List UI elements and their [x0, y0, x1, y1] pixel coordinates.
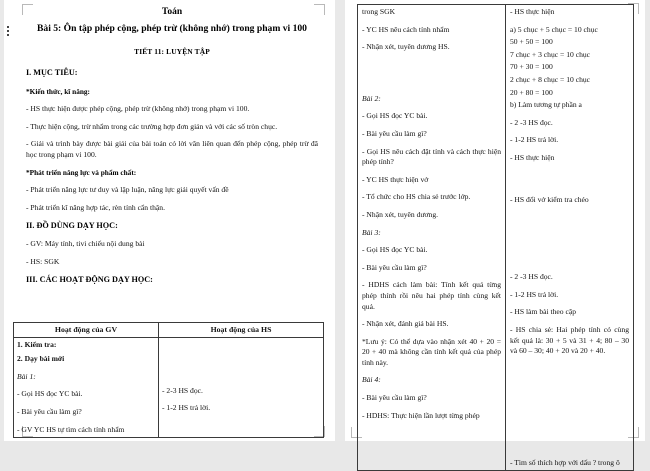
hs-item: - HS thực hiện	[510, 152, 555, 162]
cell-hs-activities	[159, 337, 324, 438]
hs-math-line: 2 chục + 8 chục = 10 chục	[510, 74, 591, 84]
page-right-content	[345, 0, 645, 467]
hs-math-line: a) 5 chục + 5 chục = 10 chục	[510, 24, 598, 34]
table-row	[14, 337, 324, 438]
activities-table-left	[13, 322, 324, 438]
gv-item: - HDHS: Thực hiện lần lượt từng phép	[362, 410, 480, 420]
gv-item: - Gọi HS đọc YC bài.	[362, 245, 428, 255]
do-dung-item: - GV: Máy tính, tivi chiếu nội dung bài	[26, 239, 145, 248]
column-header-hs: Hoạt động của HS	[159, 323, 324, 338]
margin-dots	[7, 26, 9, 38]
table-hoat-dong-cont	[357, 4, 634, 471]
hs-item: - HS đổi vở kiểm tra chéo	[510, 194, 589, 204]
gv-item: - Gọi HS đọc YC bài.	[17, 389, 83, 399]
hs-math-line: 7 chục + 3 chục = 10 chục	[510, 49, 591, 59]
lesson-title: Bài 5: Ôn tập phép cộng, phép trừ (không nhớ) trong phạm vi 100	[37, 23, 307, 34]
hs-math-line: 70 + 30 = 100	[510, 62, 553, 72]
gv-item: - Bài yêu cầu làm gì?	[362, 262, 427, 272]
nang-luc-item: - Phát triển năng lực tư duy và lập luận, năng lực giải quyết vấn đề	[26, 185, 229, 194]
hs-item: - 1-2 HS trả lời.	[510, 289, 559, 299]
section-heading-do-dung: II. ĐỒ DÙNG DẠY HỌC:	[26, 221, 118, 230]
page-title: Toán	[161, 7, 183, 17]
gv-item: 2. Dạy bài mới	[17, 354, 65, 364]
left-page-body	[26, 6, 318, 293]
gv-item: Bài 2:	[362, 93, 381, 103]
gv-item: - HDHS cách làm bài: Tính kết quả từng phép thính rồi nêu hai phép tính cùng kết quả.	[362, 280, 501, 311]
gv-item: - Nhận xét, tuyên dương.	[362, 209, 439, 219]
hs-item: - 2-3 HS đọc.	[162, 385, 203, 395]
kien-thuc-item: - HS thực hiện được phép cộng, phép trừ (không nhớ) trong phạm vi 100.	[26, 104, 250, 113]
page-left-content	[4, 0, 335, 441]
hs-item-chia-se: - HS chia sẻ: Hai phép tính có cùng kết quả là: 30 + 5 và 31 + 4; 80 – 30 và 60 – 30; 40 + 20 và 20 + 40.	[510, 324, 629, 356]
table-row	[358, 5, 634, 471]
tiet-heading: TIẾT 11: LUYỆN TẬP	[134, 47, 210, 56]
gv-item: Bài 3:	[362, 227, 381, 237]
hs-item: - Tìm số thích hợp với dấu ? trong ô	[510, 457, 620, 467]
hs-item: - 1-2 HS trả lời.	[510, 135, 559, 145]
gv-item: - Tổ chức cho HS chia sẻ trước lớp.	[362, 192, 471, 202]
hs-item: - 2 -3 HS đọc.	[510, 272, 553, 282]
hs-math-line: b) Làm tương tự phần a	[510, 100, 582, 110]
hs-math-line: 50 + 50 = 100	[510, 37, 553, 47]
section-heading-hoat-dong: III. CÁC HOẠT ĐỘNG DẠY HỌC:	[26, 275, 153, 284]
kien-thuc-item: - Thực hiện cộng, trừ nhẩm trong các trường hợp đơn giản và với các số tròn chục.	[26, 121, 278, 131]
section-heading-muc-tieu: I. MỤC TIÊU:	[26, 68, 78, 77]
cell-gv-activities	[358, 5, 506, 471]
page-left[interactable]	[4, 0, 335, 441]
gv-item: - Nhận xét, tuyên dương HS.	[362, 42, 450, 52]
activities-table-right	[357, 4, 634, 471]
table-hoat-dong	[13, 322, 324, 438]
table-header-row	[14, 323, 324, 338]
gv-item: trong SGK	[362, 7, 396, 16]
hs-item: - HS thực hiện	[510, 7, 555, 16]
nang-luc-item: - Phát triển kĩ năng hợp tác, rèn tính cẩn thận.	[26, 202, 165, 212]
subheading-nang-luc: *Phát triển năng lực và phẩm chất:	[26, 168, 137, 177]
page-right[interactable]	[345, 0, 645, 467]
gv-item: - Gọi HS đọc YC bài.	[362, 111, 428, 121]
gv-item: - Bài yêu cầu làm gì?	[362, 128, 427, 138]
cell-hs-activities	[506, 5, 634, 471]
cell-gv-activities	[14, 337, 159, 438]
gv-item: - Bài yêu cầu làm gì?	[17, 406, 82, 416]
hs-math-line: 20 + 80 = 100	[510, 87, 553, 97]
gv-item: 1. Kiểm tra:	[17, 339, 57, 349]
gv-item: Bài 4:	[362, 375, 381, 385]
do-dung-item: - HS: SGK	[26, 256, 60, 266]
gv-item: - Gọi HS nêu cách đặt tính và cách thực hiện phép tính?	[362, 146, 501, 167]
gv-item: Bài 1:	[17, 371, 36, 381]
gv-item: - Bài yêu cầu làm gì?	[362, 393, 427, 403]
gv-item: - YC HS thực hiện vở	[362, 174, 429, 184]
kien-thuc-item: - Giải và trình bày được bài giải của bài toán có lời văn liên quan đến phép cộng, phép trừ đã học trong phạm vi 100.	[26, 139, 318, 159]
hs-item: - HS làm bài theo cặp	[510, 307, 577, 317]
gv-item: - GV YC HS tự tìm cách tính nhẩm	[17, 424, 125, 434]
hs-item: - 2 -3 HS đọc.	[510, 117, 553, 127]
gv-item-luu-y: *Lưu ý: Có thể dựa vào nhận xét 40 + 20 = 20 + 40 mà không cần tính kết quả của phép tính này.	[362, 336, 501, 367]
gv-item: - Nhận xét, đánh giá bài HS.	[362, 319, 449, 329]
hs-item: - 1-2 HS trả lời.	[162, 403, 211, 413]
subheading-kien-thuc: *Kiến thức, kĩ năng:	[26, 87, 90, 96]
gv-item: - YC HS nêu cách tính nhẩm	[362, 24, 450, 34]
column-header-gv: Hoạt động của GV	[14, 323, 159, 338]
